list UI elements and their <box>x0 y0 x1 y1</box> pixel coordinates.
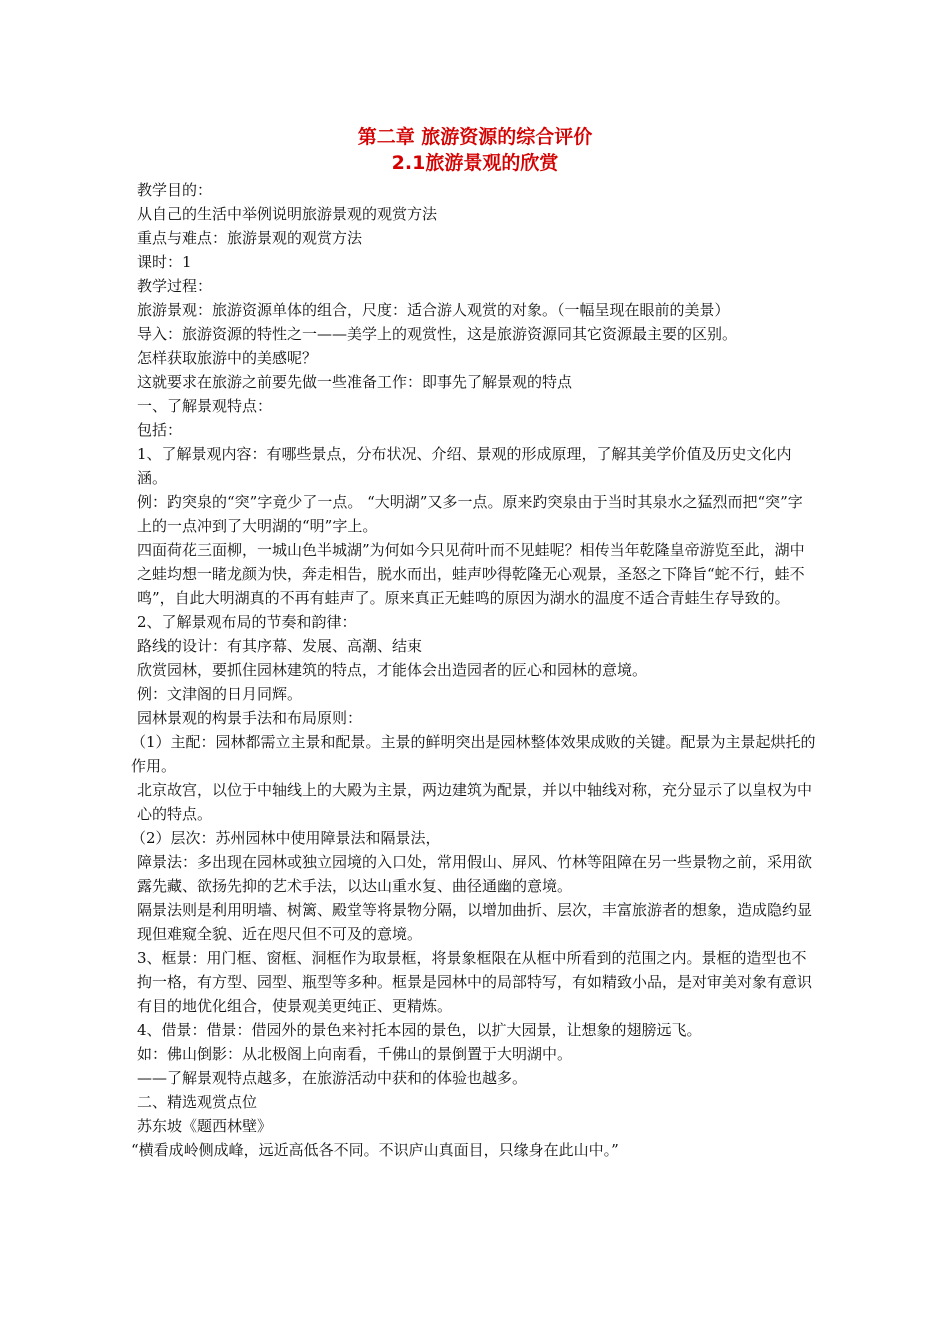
section-title: 2.1旅游景观的欣赏 <box>391 152 559 174</box>
paragraph: 苏东坡《题西林壁》 <box>137 1117 273 1135</box>
paragraph: 怎样获取旅游中的美感呢？ <box>137 349 318 367</box>
paragraph: 障景法：多出现在园林或独立园境的入口处，常用假山、屏风、竹林等阻障在另一些景物之前，采用欲露先藏、欲扬先抑的艺术手法，以达山重水复、曲径通幽的意境。 <box>137 853 813 895</box>
chapter-title: 第二章 旅游资源的综合评价 <box>357 126 593 148</box>
paragraph: 例：文津阁的日月同辉。 <box>137 685 303 703</box>
paragraph: 如：佛山倒影：从北极阁上向南看，千佛山的景倒置于大明湖中。 <box>137 1045 573 1063</box>
paragraph: 这就要求在旅游之前要先做一些准备工作：即事先了解景观的特点 <box>137 373 573 391</box>
paragraph: “横看成岭侧成峰，远近高低各不同。不识庐山真面目，只缘身在此山中。” <box>131 1141 619 1159</box>
paragraph: 园林景观的构景手法和布局原则： <box>137 709 363 727</box>
paragraph: 一、了解景观特点： <box>137 397 273 415</box>
paragraph: 隔景法则是利用明墙、树篱、殿堂等将景物分隔，以增加曲折、层次，丰富旅游者的想象，造成隐约显现但难窥全貌、近在咫尺但不可及的意境。 <box>137 901 813 943</box>
paragraph: 2、了解景观布局的节奏和韵律： <box>137 613 357 631</box>
paragraph: 北京故宫，以位于中轴线上的大殿为主景，两边建筑为配景，并以中轴线对称，充分显示了以皇权为中心的特点。 <box>137 781 813 823</box>
paragraph: 二、精选观赏点位 <box>137 1093 258 1111</box>
paragraph: 路线的设计：有其序幕、发展、高潮、结束 <box>137 637 423 655</box>
paragraph: 包括： <box>137 421 183 439</box>
paragraph: ——了解景观特点越多，在旅游活动中获和的体验也越多。 <box>137 1069 528 1087</box>
paragraph: 四面荷花三面柳，一城山色半城湖”为何如今只见荷叶而不见蛙呢？相传当年乾隆皇帝游览至此，湖中之蛙均想一睹龙颜为快，奔走相告，脱水而出，蛙声吵得乾隆无心观景，圣怒之下降旨“蛇不行，蛙不鸣”，自此大明湖真的不再有蛙声了。原来真正无蛙鸣的原因为湖水的温度不适合青蛙生存导致的。 <box>137 541 805 607</box>
paragraph: 导入：旅游资源的特性之一——美学上的观赏性，这是旅游资源同其它资源最主要的区别。 <box>137 325 738 343</box>
paragraph: （2）层次：苏州园林中使用障景法和隔景法， <box>131 829 441 847</box>
paragraph: 4、借景：借景：借园外的景色来衬托本园的景色，以扩大园景，让想象的翅膀远飞。 <box>137 1021 702 1039</box>
title-block <box>0 124 950 176</box>
paragraph: 例：趵突泉的“突”字竟少了一点。 “大明湖”又多一点。原来趵突泉由于当时其泉水之猛烈而把“突”字上的一点冲到了大明湖的“明”字上。 <box>137 493 803 535</box>
paragraph: 欣赏园林，要抓住园林建筑的特点，才能体会出造园者的匠心和园林的意境。 <box>137 661 648 679</box>
paragraph: 课时：1 <box>137 253 192 271</box>
paragraph: 1、了解景观内容：有哪些景点，分布状况、介绍、景观的形成原理，了解其美学价值及历史文化内涵。 <box>137 445 792 487</box>
paragraph: 重点与难点：旅游景观的观赏方法 <box>137 229 363 247</box>
paragraph: 3、框景：用门框、窗框、洞框作为取景框，将景象框限在从框中所看到的范围之内。景框的造型也不拘一格，有方型、园型、瓶型等多种。框景是园林中的局部特写，有如精致小品，是对审美对象有意识有目的地优化组合，使景观美更纯正、更精炼。 <box>137 949 813 1015</box>
paragraph: 教学目的： <box>137 181 213 199</box>
paragraph: 旅游景观：旅游资源单体的组合，尺度：适合游人观赏的对象。（一幅呈现在眼前的美景） <box>137 301 730 319</box>
document-body <box>131 178 817 1162</box>
paragraph: （1）主配：园林都需立主景和配景。主景的鲜明突出是园林整体效果成败的关键。配景为主景起烘托的作用。 <box>131 733 816 775</box>
paragraph: 从自己的生活中举例说明旅游景观的观赏方法 <box>137 205 438 223</box>
paragraph: 教学过程： <box>137 277 213 295</box>
